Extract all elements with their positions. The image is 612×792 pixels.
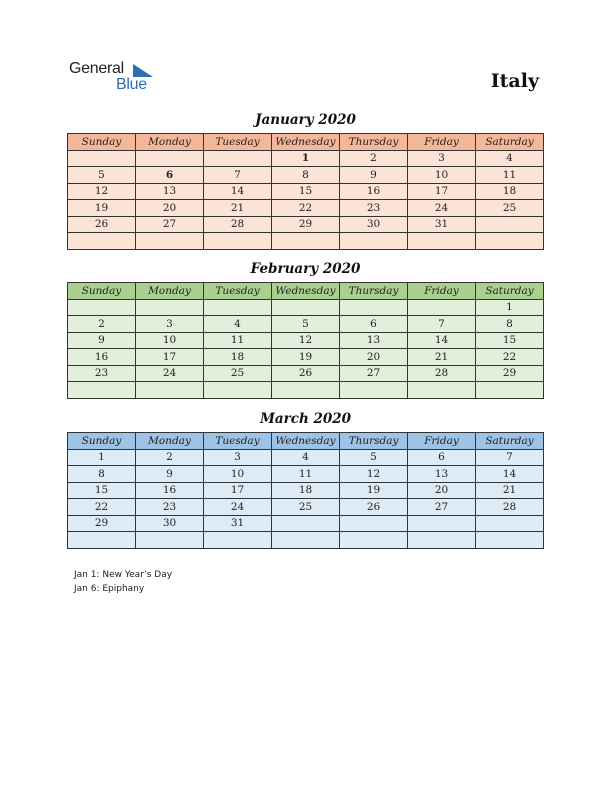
day-cell: 16: [68, 349, 136, 366]
day-cell: 31: [408, 216, 476, 233]
day-cell: 9: [340, 167, 408, 184]
day-cell: 23: [340, 200, 408, 217]
day-cell: [136, 382, 204, 399]
day-cell: [68, 299, 136, 316]
day-cell: [340, 515, 408, 532]
day-cell: 15: [476, 332, 544, 349]
month-title-march: March 2020: [259, 411, 352, 427]
day-cell: 18: [272, 482, 340, 499]
day-cell: 20: [340, 349, 408, 366]
week-row: [68, 299, 544, 316]
day-cell: 18: [204, 349, 272, 366]
day-cell: [136, 532, 204, 549]
day-cell: [340, 382, 408, 399]
day-cell: 21: [476, 482, 544, 499]
weekday-header: Tuesday: [204, 433, 272, 450]
week-row: [68, 167, 544, 184]
day-cell: 29: [272, 216, 340, 233]
day-cell: 22: [476, 349, 544, 366]
calendar-january: [67, 133, 544, 250]
day-cell: 23: [136, 499, 204, 516]
weekday-header: Monday: [136, 134, 204, 151]
day-cell: 22: [68, 499, 136, 516]
day-cell: 25: [476, 200, 544, 217]
day-cell: 5: [340, 449, 408, 466]
day-cell: 24: [204, 499, 272, 516]
day-cell: 20: [408, 482, 476, 499]
holiday-note: Jan 1: New Year’s Day: [74, 570, 173, 580]
day-cell: 10: [204, 466, 272, 483]
day-cell: [408, 299, 476, 316]
day-cell: 11: [204, 332, 272, 349]
day-cell: [272, 299, 340, 316]
day-cell: 15: [68, 482, 136, 499]
day-cell: 19: [272, 349, 340, 366]
week-row: [68, 316, 544, 333]
weekday-header-row: [68, 134, 544, 151]
day-cell: 12: [272, 332, 340, 349]
day-cell: [136, 233, 204, 250]
country-title: Italy: [490, 70, 539, 92]
week-row: [68, 349, 544, 366]
day-cell: 3: [204, 449, 272, 466]
day-cell: 13: [340, 332, 408, 349]
weekday-header: Saturday: [476, 134, 544, 151]
day-cell: 3: [408, 150, 476, 167]
holiday-notes: [74, 569, 172, 596]
day-cell: 21: [408, 349, 476, 366]
general-blue-logo: [69, 60, 169, 96]
week-row: [68, 466, 544, 483]
day-cell: 2: [136, 449, 204, 466]
day-cell: 27: [136, 216, 204, 233]
day-cell: 26: [340, 499, 408, 516]
weekday-header: Sunday: [68, 134, 136, 151]
day-cell: 17: [204, 482, 272, 499]
day-cell: 7: [476, 449, 544, 466]
weekday-header: Sunday: [68, 283, 136, 300]
week-row: [68, 150, 544, 167]
day-cell: [204, 150, 272, 167]
day-cell: 28: [408, 365, 476, 382]
day-cell-holiday: 6: [136, 167, 204, 184]
day-cell: [68, 150, 136, 167]
day-cell: [272, 233, 340, 250]
day-cell: 2: [68, 316, 136, 333]
day-cell: [272, 532, 340, 549]
day-cell: 30: [340, 216, 408, 233]
week-row: [68, 515, 544, 532]
day-cell: [476, 515, 544, 532]
day-cell: 9: [68, 332, 136, 349]
weekday-header-row: [68, 433, 544, 450]
day-cell: 16: [340, 183, 408, 200]
weekday-header: Saturday: [476, 283, 544, 300]
day-cell: 4: [204, 316, 272, 333]
day-cell: [408, 515, 476, 532]
weekday-header: Sunday: [68, 433, 136, 450]
day-cell: 26: [68, 216, 136, 233]
day-cell: [476, 216, 544, 233]
day-cell: [408, 233, 476, 250]
day-cell: 10: [136, 332, 204, 349]
day-cell: 4: [272, 449, 340, 466]
day-cell: 14: [204, 183, 272, 200]
day-cell-holiday: 1: [272, 150, 340, 167]
month-title-january: January 2020: [255, 112, 356, 128]
day-cell: 7: [408, 316, 476, 333]
day-cell: 26: [272, 365, 340, 382]
day-cell: 2: [340, 150, 408, 167]
day-cell: 6: [408, 449, 476, 466]
day-cell: 23: [68, 365, 136, 382]
calendar-february: [67, 282, 544, 399]
weekday-header-row: [68, 283, 544, 300]
calendar-march: [67, 432, 544, 549]
day-cell: [136, 299, 204, 316]
day-cell: [272, 515, 340, 532]
week-row: [68, 332, 544, 349]
weekday-header: Monday: [136, 283, 204, 300]
day-cell: [204, 233, 272, 250]
day-cell: 27: [340, 365, 408, 382]
day-cell: 25: [272, 499, 340, 516]
day-cell: 21: [204, 200, 272, 217]
day-cell: 15: [272, 183, 340, 200]
weekday-header: Thursday: [340, 134, 408, 151]
day-cell: 18: [476, 183, 544, 200]
day-cell: 8: [272, 167, 340, 184]
month-title-february: February 2020: [250, 261, 361, 277]
day-cell: 1: [68, 449, 136, 466]
day-cell: 4: [476, 150, 544, 167]
day-cell: 5: [272, 316, 340, 333]
day-cell: 14: [476, 466, 544, 483]
weekday-header: Friday: [408, 283, 476, 300]
weekday-header: Friday: [408, 134, 476, 151]
day-cell: [340, 299, 408, 316]
day-cell: 24: [408, 200, 476, 217]
day-cell: [340, 233, 408, 250]
day-cell: 14: [408, 332, 476, 349]
day-cell: 9: [136, 466, 204, 483]
day-cell: [340, 532, 408, 549]
logo-text-blue: Blue: [116, 76, 147, 93]
week-row: [68, 200, 544, 217]
week-row: [68, 499, 544, 516]
day-cell: [204, 382, 272, 399]
weekday-header: Wednesday: [272, 134, 340, 151]
day-cell: 11: [476, 167, 544, 184]
day-cell: [476, 382, 544, 399]
day-cell: 13: [408, 466, 476, 483]
day-cell: 27: [408, 499, 476, 516]
day-cell: 10: [408, 167, 476, 184]
day-cell: [408, 382, 476, 399]
day-cell: 30: [136, 515, 204, 532]
weekday-header: Tuesday: [204, 134, 272, 151]
weekday-header: Monday: [136, 433, 204, 450]
week-row: [68, 233, 544, 250]
day-cell: 28: [476, 499, 544, 516]
week-row: [68, 482, 544, 499]
day-cell: 6: [340, 316, 408, 333]
day-cell: [68, 382, 136, 399]
day-cell: 12: [340, 466, 408, 483]
day-cell: 17: [408, 183, 476, 200]
logo-text-general: General: [69, 60, 124, 77]
day-cell: 31: [204, 515, 272, 532]
day-cell: 17: [136, 349, 204, 366]
week-row: [68, 382, 544, 399]
day-cell: [476, 233, 544, 250]
week-row: [68, 532, 544, 549]
day-cell: 20: [136, 200, 204, 217]
day-cell: [204, 299, 272, 316]
weekday-header: Friday: [408, 433, 476, 450]
week-row: [68, 365, 544, 382]
weekday-header: Thursday: [340, 433, 408, 450]
day-cell: 28: [204, 216, 272, 233]
day-cell: [136, 150, 204, 167]
day-cell: 3: [136, 316, 204, 333]
week-row: [68, 183, 544, 200]
weekday-header: Wednesday: [272, 433, 340, 450]
day-cell: 25: [204, 365, 272, 382]
day-cell: 8: [68, 466, 136, 483]
day-cell: 5: [68, 167, 136, 184]
day-cell: 22: [272, 200, 340, 217]
day-cell: 24: [136, 365, 204, 382]
weekday-header: Saturday: [476, 433, 544, 450]
weekday-header: Tuesday: [204, 283, 272, 300]
day-cell: 13: [136, 183, 204, 200]
week-row: [68, 216, 544, 233]
day-cell: [476, 532, 544, 549]
day-cell: 8: [476, 316, 544, 333]
day-cell: [68, 532, 136, 549]
weekday-header: Thursday: [340, 283, 408, 300]
day-cell: 29: [68, 515, 136, 532]
day-cell: [204, 532, 272, 549]
day-cell: [408, 532, 476, 549]
day-cell: [272, 382, 340, 399]
day-cell: 19: [340, 482, 408, 499]
day-cell: [68, 233, 136, 250]
weekday-header: Wednesday: [272, 283, 340, 300]
day-cell: 7: [204, 167, 272, 184]
day-cell: 16: [136, 482, 204, 499]
week-row: [68, 449, 544, 466]
day-cell: 29: [476, 365, 544, 382]
day-cell: 19: [68, 200, 136, 217]
day-cell: 11: [272, 466, 340, 483]
holiday-note: Jan 6: Epiphany: [74, 583, 145, 594]
day-cell: 12: [68, 183, 136, 200]
day-cell: 1: [476, 299, 544, 316]
